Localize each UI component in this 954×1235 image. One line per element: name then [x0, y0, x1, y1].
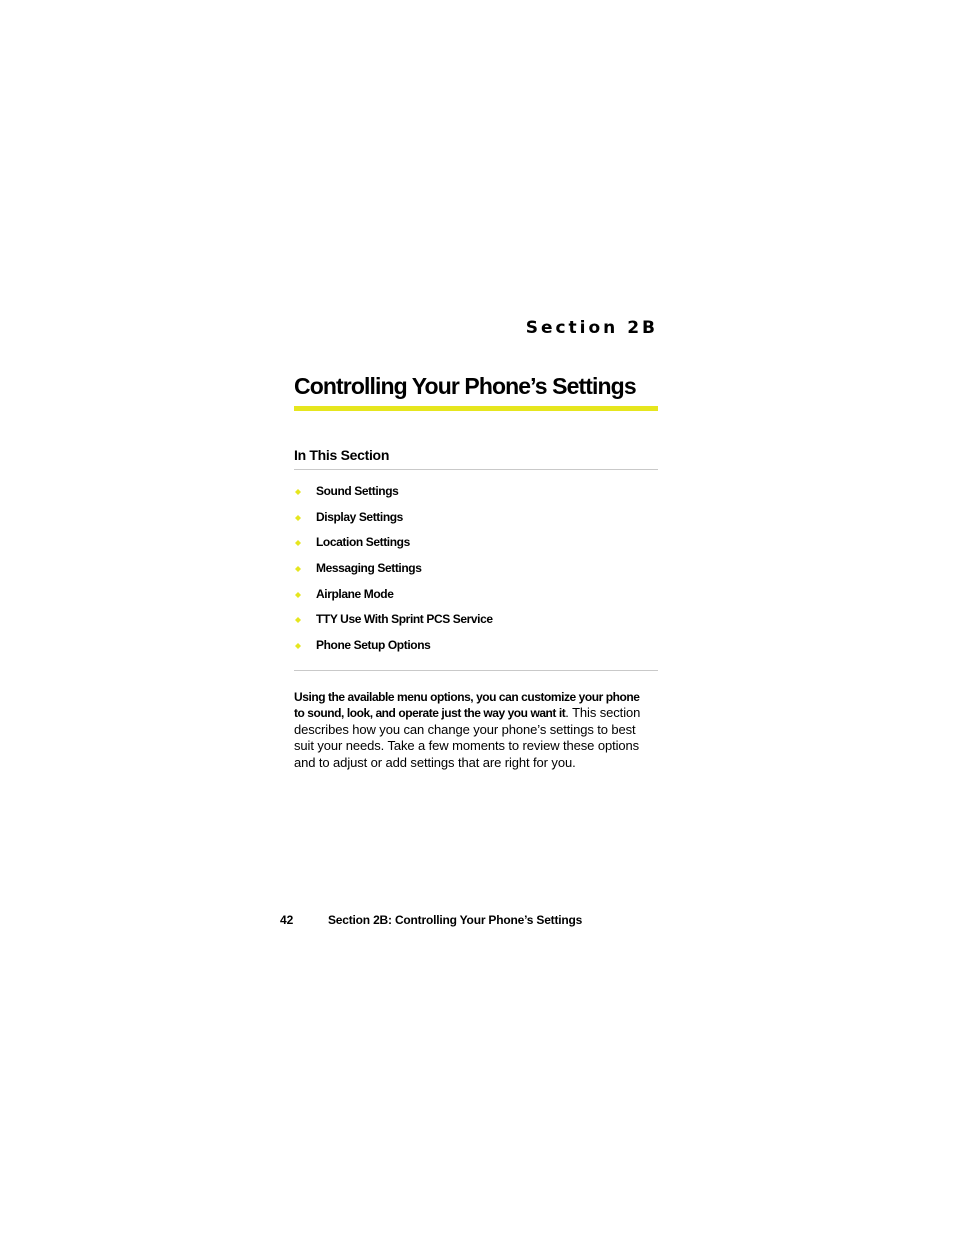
intro-line: describes how you can change your phone’s settings to best	[294, 721, 636, 737]
intro-line: suit your needs. Take a few moments to review these options	[294, 738, 640, 754]
title-underline-rule	[294, 406, 658, 411]
diamond-bullet-icon	[295, 515, 301, 521]
list-item-label: Messaging Settings	[316, 561, 422, 576]
page-title: Controlling Your Phone’s Settings	[294, 373, 636, 399]
section-list-bottom-divider	[294, 670, 658, 671]
list-item-phone-setup-options	[294, 635, 658, 661]
list-item-tty-use	[294, 609, 658, 635]
list-item-messaging-settings	[294, 558, 658, 584]
list-item-label: Sound Settings	[316, 484, 399, 498]
intro-bold-text: Using the available menu options, you can customize your phone	[294, 690, 640, 704]
diamond-bullet-icon	[295, 566, 301, 572]
diamond-bullet-icon	[295, 489, 301, 495]
intro-line	[294, 689, 658, 705]
list-item-label: Phone Setup Options	[316, 638, 431, 653]
list-item-sound-settings	[294, 481, 658, 507]
intro-text: . This section	[565, 705, 641, 721]
list-item-airplane-mode	[294, 584, 658, 610]
list-item-location-settings	[294, 532, 658, 558]
list-item-label: Airplane Mode	[316, 586, 394, 601]
diamond-bullet-icon	[295, 617, 301, 623]
page-number: 42	[280, 913, 294, 927]
intro-line	[294, 705, 658, 721]
intro-line: and to adjust or add settings that are right for you.	[294, 754, 576, 770]
in-this-section-heading: In This Section	[294, 447, 390, 463]
diamond-bullet-icon	[295, 643, 301, 649]
diamond-bullet-icon	[295, 540, 301, 546]
list-item-label: Display Settings	[316, 509, 403, 524]
list-item-display-settings	[294, 507, 658, 533]
section-label: Section 2B	[525, 318, 658, 338]
intro-bold-text: to sound, look, and operate just the way you want it	[294, 706, 566, 721]
intro-paragraph	[294, 689, 658, 771]
section-topics-list	[294, 481, 658, 661]
running-footer-title: Section 2B: Controlling Your Phone’s Settings	[328, 913, 583, 927]
list-item-label: TTY Use With Sprint PCS Service	[316, 612, 493, 627]
list-item-label: Location Settings	[316, 535, 410, 550]
diamond-bullet-icon	[295, 592, 301, 598]
section-list-top-divider	[294, 469, 658, 470]
